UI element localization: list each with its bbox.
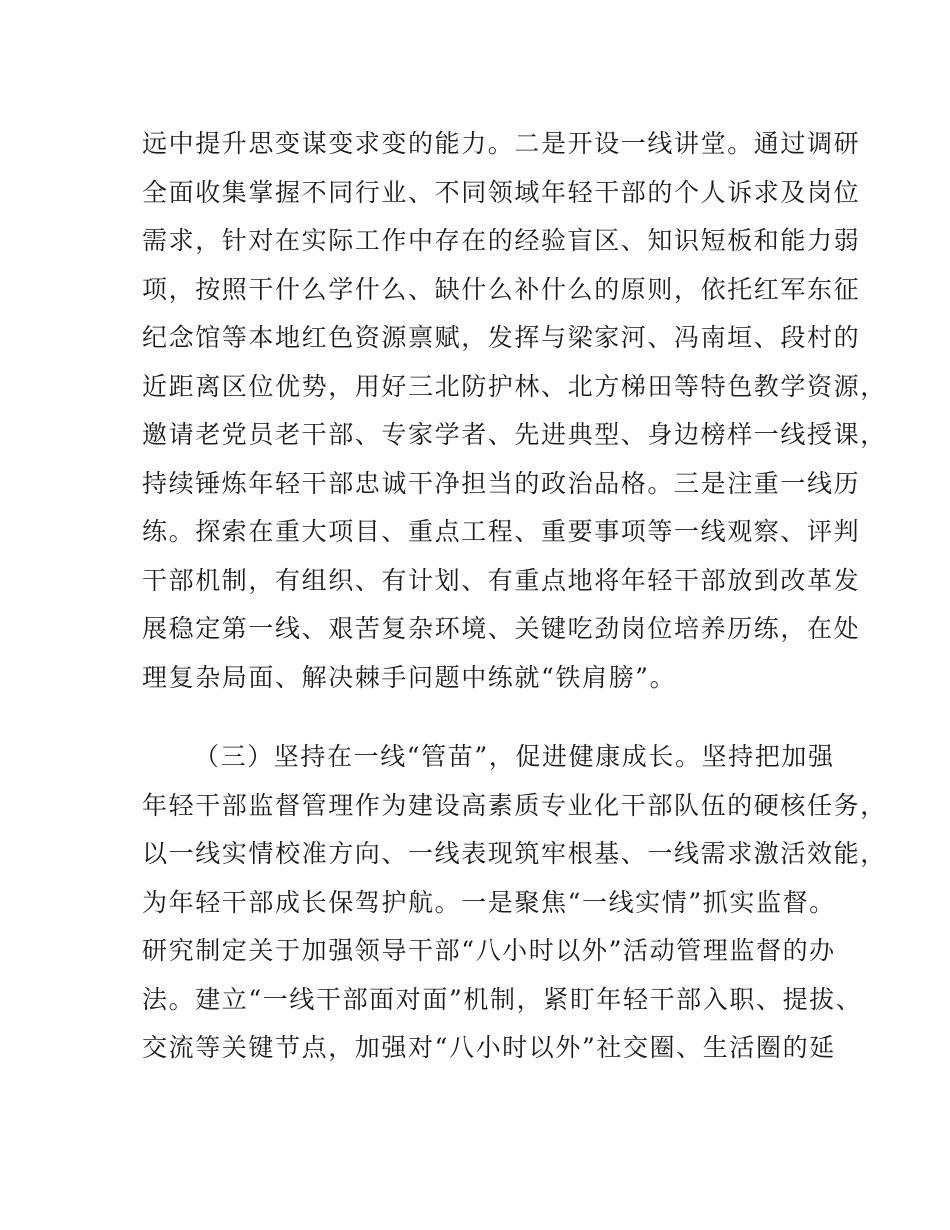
text-line: 邀请老党员老干部、专家学者、先进典型、身边榜样一线授课， <box>142 420 887 449</box>
text-line: 干部机制，有组织、有计划、有重点地将年轻干部放到改革发 <box>142 565 861 595</box>
text-line: 年轻干部监督管理作为建设高素质专业化干部队伍的硬核任务， <box>142 790 887 820</box>
text-line: 远中提升思变谋变求变的能力。二是开设一线讲堂。通过调研 <box>142 129 861 158</box>
text-line: 练。探索在重大项目、重点工程、重要事项等一线观察、评判 <box>142 517 861 546</box>
text-line: 近距离区位优势，用好三北防护林、北方梯田等特色教学资源， <box>142 371 887 401</box>
text-line: 理复杂局面、解决棘手问题中练就“铁肩膀”。 <box>142 662 677 692</box>
paragraph-continued <box>142 120 887 702</box>
text-line: 为年轻干部成长保驾护航。一是聚焦“一线实情”抓实监督。 <box>142 887 836 917</box>
paragraph-section-three <box>142 733 887 1073</box>
text-line: 全面收集掌握不同行业、不同领域年轻干部的个人诉求及岗位 <box>142 177 861 207</box>
text-line: 研究制定关于加强领导干部“八小时以外”活动管理监督的办 <box>142 936 836 965</box>
text-line: 法。建立“一线干部面对面”机制，紧盯年轻干部入职、提拔、 <box>142 984 863 1014</box>
text-line: 持续锤炼年轻干部忠诚干净担当的政治品格。三是注重一线历 <box>142 468 861 498</box>
text-line: 项，按照干什么学什么、缺什么补什么的原则，依托红军东征 <box>142 274 861 304</box>
text-line: 展稳定第一线、艰苦复杂环境、关键吃劲岗位培养历练，在处 <box>142 614 861 643</box>
text-line: 纪念馆等本地红色资源禀赋，发挥与梁家河、冯南垣、段村的 <box>142 323 861 352</box>
section-heading-line: （三）坚持在一线“管苗”，促进健康成长。坚持把加强 <box>194 742 835 771</box>
text-line: 需求，针对在实际工作中存在的经验盲区、知识短板和能力弱 <box>142 226 861 255</box>
text-line: 交流等关键节点，加强对“八小时以外”社交圈、生活圈的延 <box>142 1033 836 1062</box>
text-line: 以一线实情校准方向、一线表现筑牢根基、一线需求激活效能， <box>142 839 887 868</box>
